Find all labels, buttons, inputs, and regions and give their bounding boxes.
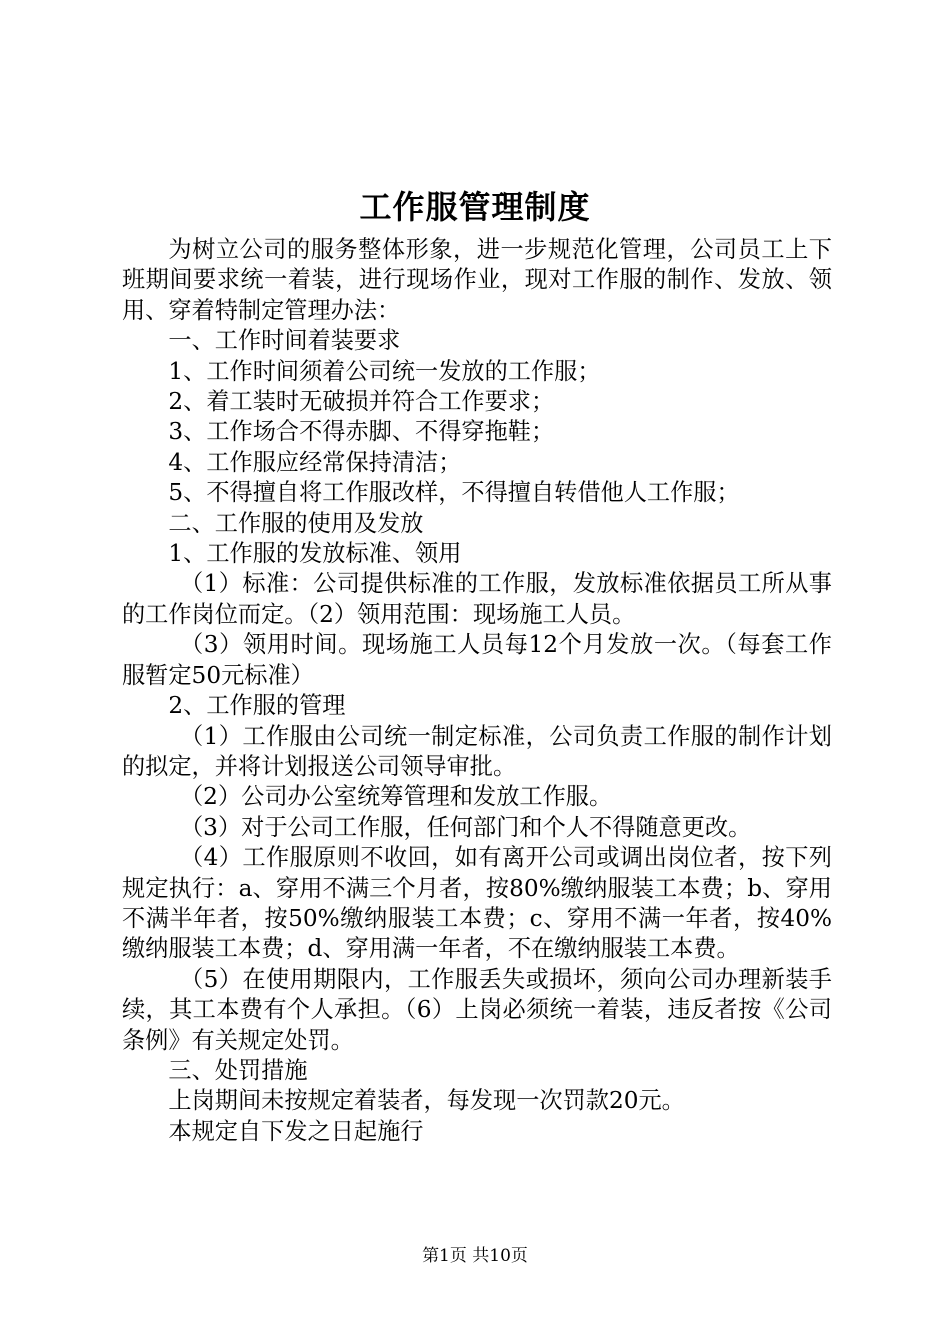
- list-item: （3）对于公司工作服，任何部门和个人不得随意更改。: [180, 813, 752, 841]
- subsection-heading: 2、工作服的管理: [168, 692, 346, 720]
- section-heading-2: 二、工作服的使用及发放: [168, 509, 424, 537]
- subsection-heading: 1、工作服的发放标准、领用: [168, 540, 462, 568]
- list-item: （2）公司办公室统筹管理和发放工作服。: [180, 783, 613, 811]
- paragraph: 本规定自下发之日起施行: [168, 1117, 424, 1145]
- list-item: 1、工作时间须着公司统一发放的工作服；: [168, 357, 601, 385]
- list-item: （4）工作服原则不收回，如有离开公司或调出岗位者，按下列规定执行：a、穿用不满三个月者，按80%缴纳服装工本费；b、穿用不满半年者，按50%缴纳服装工本费；c、穿用不满一年者，按40%缴纳服装工本费；d、穿用满一年者，不在缴纳服装工本费。: [122, 844, 832, 963]
- section-heading-3: 三、处罚措施: [168, 1056, 308, 1084]
- section-heading-1: 一、工作时间着装要求: [168, 327, 401, 355]
- document-body: [122, 235, 832, 1147]
- list-item: 5、不得擅自将工作服改样，不得擅自转借他人工作服；: [168, 479, 740, 507]
- document-title: 工作服管理制度: [359, 188, 591, 226]
- paragraph-intro: 为树立公司的服务整体形象，进一步规范化管理，公司员工上下班期间要求统一着装，进行现场作业，现对工作服的制作、发放、领用、穿着特制定管理办法：: [122, 236, 832, 324]
- page-footer: 第1页 共10页: [422, 1246, 528, 1266]
- list-item: 2、着工装时无破损并符合工作要求；: [168, 388, 555, 416]
- list-item: 3、工作场合不得赤脚、不得穿拖鞋；: [168, 418, 555, 446]
- list-item: （3）领用时间。现场施工人员每12个月发放一次。（每套工作服暂定50元标准）: [122, 631, 832, 689]
- list-item: （1）工作服由公司统一制定标准，公司负责工作服的制作计划的拟定，并将计划报送公司领导审批。: [122, 722, 832, 780]
- paragraph: 上岗期间未按规定着装者，每发现一次罚款20元。: [168, 1087, 685, 1115]
- list-item: （5）在使用期限内，工作服丢失或损坏，须向公司办理新装手续，其工本费有个人承担。（6）上岗必须统一着装，违反者按《公司条例》有关规定处罚。: [122, 965, 832, 1054]
- list-item: （1）标准：公司提供标准的工作服，发放标准依据员工所从事的工作岗位而定。（2）领用范围：现场施工人员。: [122, 570, 832, 628]
- list-item: 4、工作服应经常保持清洁；: [168, 448, 462, 476]
